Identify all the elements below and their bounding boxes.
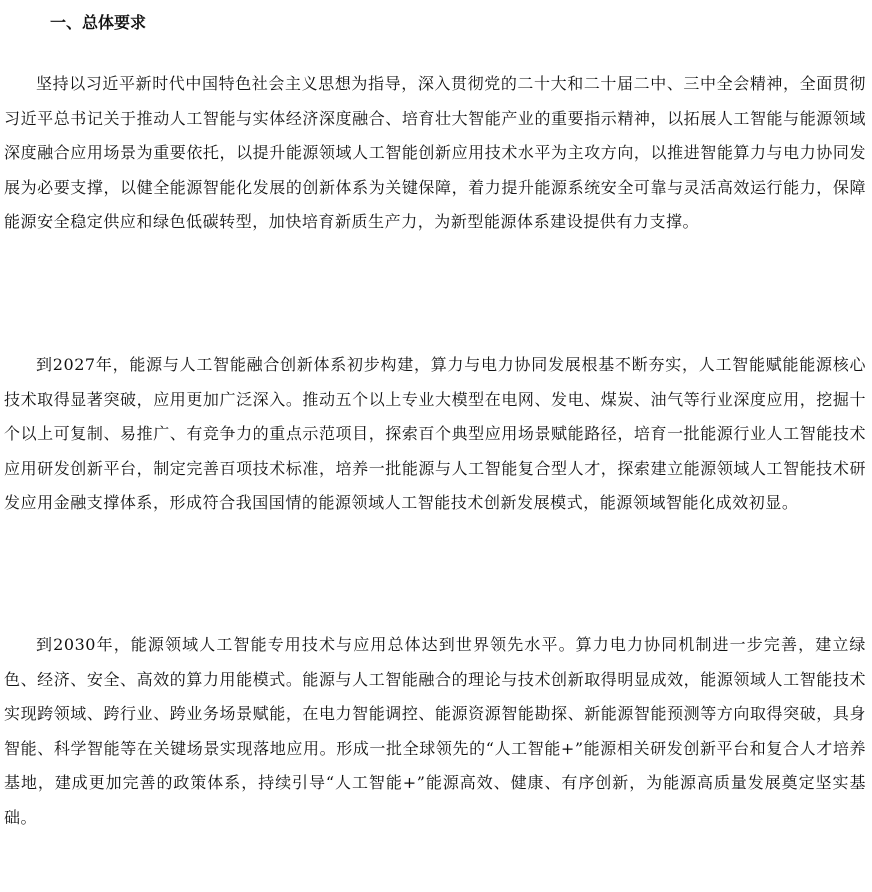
section-heading: 一、总体要求	[50, 13, 147, 32]
paragraph-2027-goals: 到2027年，能源与人工智能融合创新体系初步构建，算力与电力协同发展根基不断夯实，人工智能赋能能源核心技术取得显著突破，应用更加广泛深入。推动五个以上专业大模型在电网、发电、煤炭、油气等行业深度应用，挖掘十个以上可复制、易推广、有竞争力的重点示范项目，探索百个典型应用场景赋能路径，培育一批能源行业人工智能技术应用研发创新平台，制定完善百项技术标准，培养一批能源与人工智能复合型人才，探索建立能源领域人工智能技术研发应用金融支撑体系，形成符合我国国情的能源领域人工智能技术创新发展模式，能源领域智能化成效初显。	[4, 355, 866, 512]
paragraph-guiding-principle: 坚持以习近平新时代中国特色社会主义思想为指导，深入贯彻党的二十大和二十届二中、三中全会精神，全面贯彻习近平总书记关于推动人工智能与实体经济深度融合、培育壮大智能产业的重要指示精神，以拓展人工智能与能源领域深度融合应用场景为重要依托，以提升能源领域人工智能创新应用技术水平为主攻方向，以推进智能算力与电力协同发展为必要支撑，以健全能源智能化发展的创新体系为关键保障，着力提升能源系统安全可靠与灵活高效运行能力，保障能源安全稳定供应和绿色低碳转型，加快培育新质生产力，为新型能源体系建设提供有力支撑。	[4, 74, 866, 231]
paragraph-2030-goals: 到2030年，能源领域人工智能专用技术与应用总体达到世界领先水平。算力电力协同机制进一步完善，建立绿色、经济、安全、高效的算力用能模式。能源与人工智能融合的理论与技术创新取得明显成效，能源领域人工智能技术实现跨领域、跨行业、跨业务场景赋能，在电力智能调控、能源资源智能勘探、新能源智能预测等方向取得突破，具身智能、科学智能等在关键场景实现落地应用。形成一批全球领先的“人工智能+”能源相关研发创新平台和复合人才培养基地，建成更加完善的政策体系，持续引导“人工智能+”能源高效、健康、有序创新，为能源高质量发展奠定坚实基础。	[4, 635, 866, 827]
